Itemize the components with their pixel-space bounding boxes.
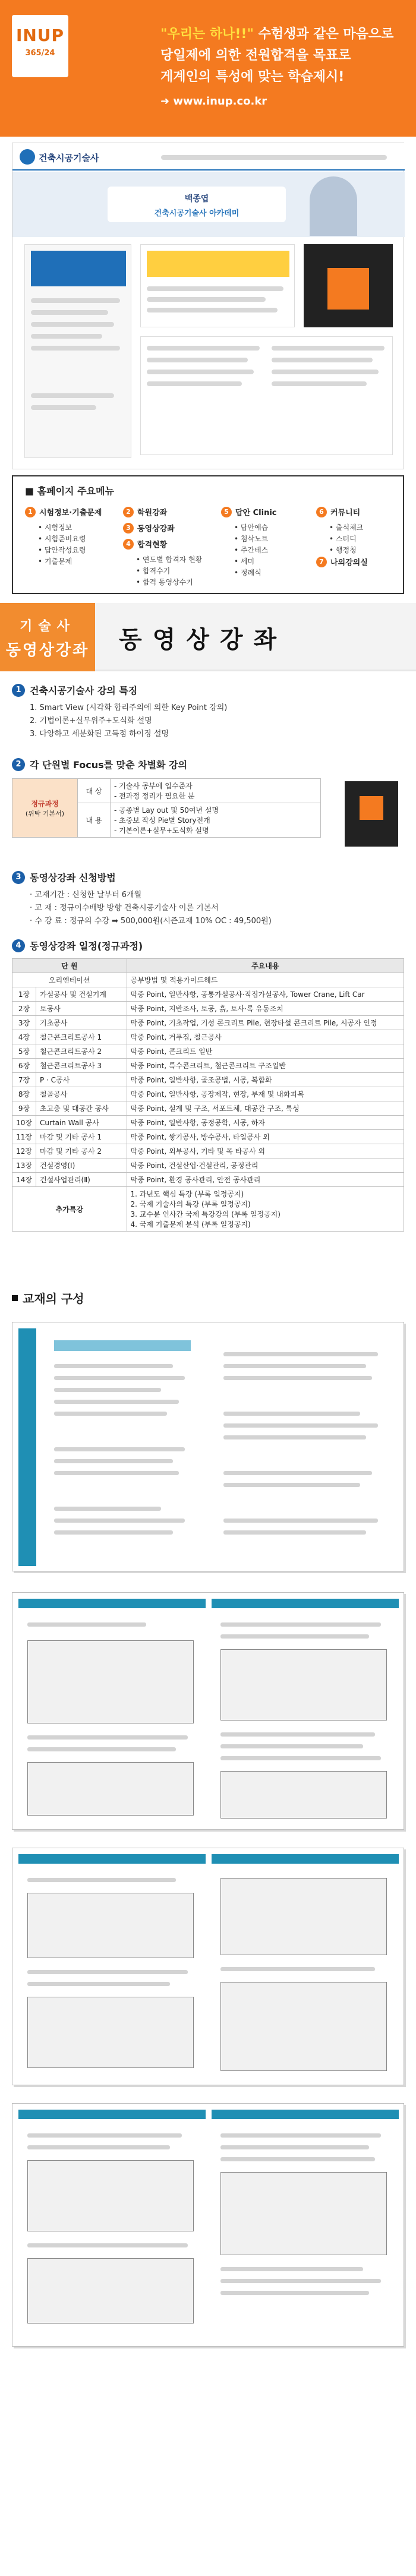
row-content: 막중 Point, 외부공사, 기타 및 목 타공사 외 (127, 1144, 404, 1158)
site-line (31, 346, 120, 351)
table-row (12, 1158, 404, 1173)
text-line-placeholder (220, 1732, 375, 1737)
schedule-head-content: 주요내용 (127, 959, 404, 973)
banner-left-line1: 기술사 (20, 619, 75, 634)
row-chapter: 5장 (12, 1044, 36, 1059)
menu-item[interactable]: • 행정청 (329, 545, 402, 556)
instructor-photo (310, 176, 357, 236)
text-line-placeholder (223, 1352, 378, 1356)
row-content: 막중 Point, 설계 및 구조, 서포트체, 대공간 구조, 특성 (127, 1101, 404, 1116)
site-url-text: www.inup.co.kr (173, 95, 267, 108)
text-line-placeholder (54, 1447, 185, 1451)
menu-item[interactable]: • 답안예습 (234, 522, 307, 533)
book-page (18, 1854, 206, 2079)
text-line-placeholder (54, 1364, 173, 1368)
figure (220, 2172, 387, 2255)
page-top-bar (18, 1599, 206, 1608)
row-content: 막중 Point, 일반사항, 공통가설공사·직접가설공사, Tower Crane, Lift Car (127, 987, 404, 1002)
menu-item[interactable]: • 시험정보 (38, 522, 111, 533)
page-top-bar (212, 1854, 399, 1864)
feature-line: 1. Smart View (시각화 합리주의에 의한 Key Point 강의) (30, 703, 228, 712)
menu-num: 1 (25, 507, 36, 517)
section-schedule (12, 939, 404, 1232)
row-title: 초고층 및 대공간 공사 (36, 1101, 127, 1116)
row-content: 공부방법 및 적용가이드해드 (127, 973, 404, 987)
focus-course-sub: (위탁 기본서) (25, 809, 65, 817)
table-row (12, 987, 404, 1002)
site-line (147, 346, 260, 351)
text-line-placeholder (223, 1412, 360, 1416)
row-chapter: 6장 (12, 1059, 36, 1073)
figure (27, 1762, 194, 1816)
menu-num: 4 (123, 539, 134, 550)
table-row (12, 1144, 404, 1158)
row-title: 철근콘크리트공사 3 (36, 1059, 127, 1073)
text-line-placeholder (220, 2145, 369, 2149)
extra-list (127, 1187, 404, 1232)
site-hero (12, 172, 405, 237)
text-line-placeholder (223, 1376, 372, 1380)
book-spread-3 (12, 1848, 404, 2085)
book-page (212, 1599, 399, 1823)
table-row (12, 1173, 404, 1187)
menu-col-clinic[interactable] (221, 506, 307, 579)
menu-col-courses[interactable] (123, 506, 209, 588)
text-line-placeholder (223, 1364, 366, 1368)
section-banner (0, 603, 416, 671)
focus-content: - 초중보 작성 Pie별 Story전개 (114, 816, 210, 825)
textbook-heading (12, 1289, 84, 1306)
row-title: 기초공사 (36, 1016, 127, 1030)
text-line-placeholder (220, 1634, 369, 1639)
menu-num: 3 (123, 523, 134, 533)
row-content: 막중 Point, 건설산업·건설관리, 공정관리 (127, 1158, 404, 1173)
book-page (18, 1328, 206, 1565)
site-line (31, 334, 102, 339)
row-chapter: 3장 (12, 1016, 36, 1030)
figure (27, 1640, 194, 1723)
row-content: 막중 Point, 일반사항, 골조공법, 시공, 복합화 (127, 1073, 404, 1087)
schedule-head-unit: 단 원 (12, 959, 127, 973)
menu-item[interactable]: • 첨삭노트 (234, 533, 307, 545)
site-nav (161, 155, 387, 160)
extra-item: 2. 국제 기술사의 특강 (부록 일정공지) (130, 1200, 251, 1208)
focus-target: - 기술사 공부에 입수준자 (114, 782, 193, 790)
figure (220, 1771, 387, 1819)
text-line-placeholder (220, 1744, 363, 1748)
menu-title: ■ 홈페이지 주요메뉴 (25, 485, 114, 497)
table-row (12, 1130, 404, 1144)
feature-line: 2. 기법이론+실무위주+도식화 설명 (30, 716, 152, 725)
page-top-bar (18, 1854, 206, 1864)
focus-content: - 기본이론+실무+도식화 설명 (114, 826, 209, 835)
row-content: 막중 Point, 특수콘크리트, 철근콘크리트 구조일반 (127, 1059, 404, 1073)
extra-item: 3. 교수분 인사간 국제 특강강의 (부록 일정공지) (130, 1210, 281, 1218)
site-line (31, 310, 108, 315)
text-line-placeholder (27, 1982, 170, 1986)
site-line (272, 381, 367, 386)
focus-contents (111, 803, 321, 838)
text-line-placeholder (223, 1519, 378, 1523)
row-title: 건설사업관리(Ⅱ) (36, 1173, 127, 1187)
section-title: 건축시공기술사 강의 특징 (30, 685, 138, 696)
row-title: P · C공사 (36, 1073, 127, 1087)
table-row (12, 1002, 404, 1016)
extra-label: 추가특강 (12, 1187, 127, 1232)
focus-course-cell (12, 779, 78, 838)
row-title: 철근콘크리트공사 1 (36, 1030, 127, 1044)
focus-target-label: 대 상 (78, 779, 111, 803)
row-chapter: 2장 (12, 1002, 36, 1016)
page-side-tab (18, 1328, 36, 1566)
slogan-line2b: 합격을 목표로 (270, 48, 351, 63)
row-title: 오리엔테이션 (12, 973, 127, 987)
section-focus (12, 757, 404, 838)
menu-num: 2 (123, 507, 134, 517)
homepage-screenshot (12, 143, 404, 469)
row-content: 막중 Point, 환경 공사관리, 안전 공사관리 (127, 1173, 404, 1187)
slogan (160, 24, 404, 88)
menu-item[interactable]: • 합격수기 (136, 566, 209, 577)
book-page (18, 2110, 206, 2340)
row-content: 막중 Point, 콘크리트 일반 (127, 1044, 404, 1059)
menu-num: 6 (316, 507, 327, 517)
square-bullet-icon (12, 1295, 18, 1301)
text-line-placeholder (223, 1530, 366, 1535)
row-content: 막중 Point, 지반조사, 토공, 흙, 토사·록 유동조치 (127, 1002, 404, 1016)
text-line-placeholder (54, 1412, 167, 1416)
row-content: 막중 Point, 일반사항, 공장제작, 현장, 부재 및 내화피복 (127, 1087, 404, 1101)
text-line-placeholder (54, 1507, 161, 1511)
page-top-bar (212, 1599, 399, 1608)
menu-head: 시험정보·기출문제 (39, 509, 102, 517)
table-row (12, 1116, 404, 1130)
site-line (272, 346, 385, 351)
row-chapter: 8장 (12, 1087, 36, 1101)
figure (27, 1893, 194, 1958)
section-title: 동영상강좌 신청방법 (30, 872, 116, 883)
text-line-placeholder (54, 1388, 161, 1392)
text-line-placeholder (223, 1471, 372, 1475)
signup-line: · 수 강 료 : 정규의 수강 ➡ 500,000원(시즌교재 10% OC : 49,500원) (30, 917, 272, 926)
row-content: 막중 Point, 기초작업, 기성 콘크리트 Pile, 현장타설 콘크리트 Pile, 시공자 인정 (127, 1016, 404, 1030)
site-line (147, 308, 278, 312)
row-title: 마감 및 기타 공사 1 (36, 1130, 127, 1144)
table-row (12, 1073, 404, 1087)
site-notice (140, 244, 295, 327)
menu-head: 커뮤니티 (330, 509, 361, 517)
menu-head[interactable]: 동영상강좌 (137, 525, 175, 533)
table-row (12, 1101, 404, 1116)
arrow-icon: ➜ (160, 95, 174, 108)
section-number: 1 (12, 684, 25, 697)
table-row (12, 1059, 404, 1073)
textbook-art (360, 796, 383, 820)
site-hero-card (108, 187, 286, 222)
focus-content: - 공종별 Lay out 및 50여년 설명 (114, 806, 219, 815)
text-line-placeholder (54, 1519, 185, 1523)
site-line (31, 405, 96, 410)
row-content: 막중 Point, 쌓기공사, 방수공사, 타일공사 외 (127, 1130, 404, 1144)
section-number: 4 (12, 939, 25, 952)
text-line-placeholder (223, 1435, 366, 1439)
figure (27, 2258, 194, 2324)
row-chapter: 10장 (12, 1116, 36, 1130)
banner-left (0, 603, 95, 671)
row-chapter: 1장 (12, 987, 36, 1002)
book-spread-4 (12, 2103, 404, 2347)
slogan-line3: 게계인의 특성에 맞는 학습제시! (160, 70, 345, 84)
text-line-placeholder (27, 1878, 176, 1882)
table-row (12, 1087, 404, 1101)
site-line (147, 381, 242, 386)
menu-num: 5 (221, 507, 232, 517)
book-cover-art (327, 268, 369, 310)
menu-head[interactable]: 합격현황 (137, 541, 168, 550)
site-logo-icon (20, 149, 35, 165)
text-line-placeholder (27, 1747, 176, 1751)
site-line (31, 322, 114, 327)
row-chapter: 7장 (12, 1073, 36, 1087)
section-title: 각 단원별 Focus를 맞춘 차별화 강의 (30, 759, 187, 771)
table-row (12, 1016, 404, 1030)
site-left-panel (24, 244, 131, 458)
signup-line: · 교재기간 : 신청한 날부터 6개월 (30, 891, 142, 899)
text-line-placeholder (27, 2133, 182, 2138)
row-title: Curtain Wall 공사 (36, 1116, 127, 1130)
focus-table (12, 778, 321, 838)
focus-course-label: 정규과정 (31, 799, 59, 808)
text-line-placeholder (54, 1530, 173, 1535)
slogan-line2a: 당일제에 의한 전원 (160, 48, 271, 63)
menu-num: 7 (316, 557, 327, 567)
row-title: 철근콘크리트공사 2 (36, 1044, 127, 1059)
section-signup (12, 870, 404, 928)
book-page (212, 1854, 399, 2079)
row-title: 토공사 (36, 1002, 127, 1016)
book-page (212, 1328, 399, 1565)
site-hero-title: 백종엽 (184, 194, 209, 204)
figure (220, 1878, 387, 1955)
row-title: 철골공사 (36, 1087, 127, 1101)
signup-line: · 교 재 : 정규이수배방 방향 건축시공기술사 이론 기본서 (30, 904, 219, 913)
focus-target: - 전과정 정리가 필요한 분 (114, 792, 195, 800)
row-content: 막중 Point, 거푸집, 철근공사 (127, 1030, 404, 1044)
text-line-placeholder (54, 1471, 179, 1475)
text-line-placeholder (220, 2279, 381, 2283)
site-book-cover[interactable] (304, 244, 393, 327)
site-hero-subtitle: 건축시공기술사 아카데미 (154, 209, 239, 218)
menu-item[interactable]: • 연도별 합격자 현황 (136, 554, 209, 566)
figure (220, 1649, 387, 1721)
page-top-bar (18, 2110, 206, 2119)
header-banner (0, 0, 416, 137)
site-line (31, 393, 114, 398)
row-title: 가설공사 및 건설기계 (36, 987, 127, 1002)
menu-item[interactable]: • 출석체크 (329, 522, 402, 533)
section-title: 동영상강좌 일정(정규과정) (30, 940, 143, 952)
site-board (140, 336, 393, 455)
text-line-placeholder (220, 1756, 381, 1760)
text-line-placeholder (54, 1459, 173, 1463)
table-row (12, 973, 404, 987)
site-line (147, 358, 248, 362)
focus-content-label: 내 용 (78, 803, 111, 838)
site-topbar (12, 143, 405, 171)
site-line (147, 297, 266, 302)
row-chapter: 12장 (12, 1144, 36, 1158)
menu-head: 답안 Clinic (235, 509, 277, 517)
menu-head[interactable]: 나의강의실 (330, 558, 368, 567)
text-line-placeholder (54, 1376, 185, 1380)
book-page (18, 1599, 206, 1823)
site-line (147, 286, 283, 291)
menu-col-community[interactable] (316, 506, 402, 572)
book-spread-toc (12, 1322, 404, 1571)
extra-item: 4. 국제 기출문제 분석 (부록 일정공지) (130, 1220, 251, 1229)
text-line-placeholder (54, 1400, 179, 1404)
row-chapter: 4장 (12, 1030, 36, 1044)
row-chapter: 13장 (12, 1158, 36, 1173)
menu-item[interactable]: • 세미 (234, 556, 307, 567)
extra-item: 1. 과년도 핵심 특강 (부록 일정공지) (130, 1190, 244, 1198)
text-line-placeholder (220, 2133, 381, 2138)
section-features (12, 683, 404, 741)
site-promo[interactable] (147, 251, 289, 277)
text-line-placeholder (27, 1622, 146, 1627)
site-line (272, 370, 379, 374)
inup-logo[interactable] (12, 15, 68, 77)
logo-sub: 365/24 (25, 49, 55, 58)
focus-targets (111, 779, 321, 803)
schedule-table (12, 958, 404, 1232)
figure (220, 1982, 387, 2071)
banner-title: 동영상강좌 (119, 626, 288, 654)
text-line-placeholder (27, 2145, 170, 2149)
text-line-placeholder (223, 1483, 360, 1487)
slogan-highlight: "우리는 하나!!" (160, 27, 254, 42)
book-page (212, 2110, 399, 2340)
text-line-placeholder (220, 2267, 363, 2271)
logo-main: INUP (15, 26, 65, 45)
row-chapter: 14장 (12, 1173, 36, 1187)
site-line (31, 298, 120, 303)
menu-item[interactable]: • 스터디 (329, 533, 402, 545)
main-menu-box (12, 475, 404, 594)
row-title: 마감 및 기타 공사 2 (36, 1144, 127, 1158)
menu-item[interactable]: • 기출문제 (38, 556, 111, 567)
table-row (12, 1030, 404, 1044)
site-brand: 건축시공기술사 (39, 153, 99, 163)
menu-item[interactable]: • 답안작성요령 (38, 545, 111, 556)
row-chapter: 11장 (12, 1130, 36, 1144)
site-url[interactable] (160, 95, 267, 108)
row-content: 막중 Point, 일반사항, 공정공학, 시공, 하자 (127, 1116, 404, 1130)
figure (27, 2160, 194, 2231)
text-line-placeholder (220, 2291, 369, 2295)
slogan-line1: 수험생과 같은 마음으로 (253, 27, 394, 42)
text-line-placeholder (27, 1970, 188, 1974)
menu-head[interactable]: 학원강좌 (137, 509, 168, 517)
site-line (147, 370, 254, 374)
text-line-placeholder (220, 1622, 381, 1627)
banner-left-line2: 동영상강좌 (5, 642, 90, 659)
text-line-placeholder (27, 2243, 188, 2247)
textbook-thumbnail (345, 781, 398, 847)
page-header-bar (54, 1340, 191, 1351)
menu-col-exam[interactable] (25, 506, 111, 567)
row-chapter: 9장 (12, 1101, 36, 1116)
row-title: 건설경영(Ⅰ) (36, 1158, 127, 1173)
section-number: 3 (12, 871, 25, 884)
section-number: 2 (12, 758, 25, 771)
page-top-bar (212, 2110, 399, 2119)
menu-title-text: 홈페이지 주요메뉴 (37, 485, 114, 497)
text-line-placeholder (220, 2157, 375, 2161)
table-row-extra (12, 1187, 404, 1232)
site-login-box[interactable] (31, 251, 126, 286)
table-row (12, 1044, 404, 1059)
text-line-placeholder (27, 1735, 188, 1740)
menu-item[interactable]: • 합격 동영상수기 (136, 577, 209, 588)
site-line (272, 358, 373, 362)
textbook-title: 교재의 구성 (23, 1292, 84, 1306)
feature-line: 3. 다양하고 세분화된 고득점 하이징 설명 (30, 730, 169, 738)
figure (27, 1997, 194, 2068)
menu-item[interactable]: • 정례식 (234, 567, 307, 579)
text-line-placeholder (223, 1423, 378, 1428)
book-spread-2 (12, 1592, 404, 1830)
menu-item[interactable]: • 시험준비요령 (38, 533, 111, 545)
text-line-placeholder (220, 1967, 375, 1971)
menu-item[interactable]: • 주간테스 (234, 545, 307, 556)
